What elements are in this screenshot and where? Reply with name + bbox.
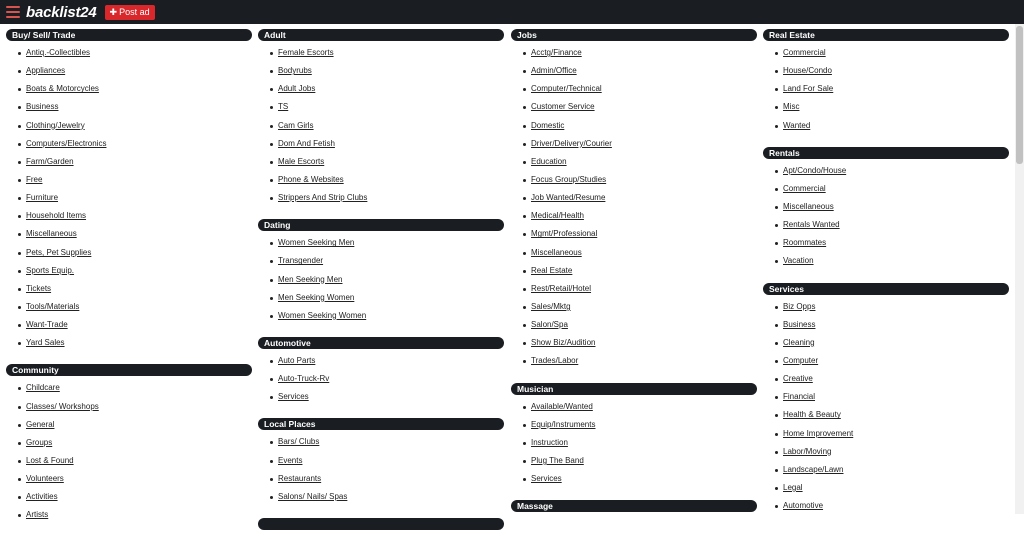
subcategory-link[interactable]: Commercial — [783, 183, 826, 193]
category-header-buy-sell-trade[interactable]: Buy/ Sell/ Trade — [6, 29, 252, 41]
category-header-massage[interactable]: Massage — [511, 500, 757, 512]
subcategory-link[interactable]: Miscellaneous — [783, 201, 834, 211]
list-item — [6, 419, 252, 437]
list-item — [511, 473, 757, 491]
list-item — [258, 120, 504, 138]
subcategory-link[interactable]: Roommates — [783, 238, 827, 248]
list-item — [258, 237, 504, 255]
list-item — [763, 255, 1009, 273]
category-list-adult — [258, 47, 504, 210]
list-item — [258, 436, 504, 454]
list-item — [6, 337, 252, 355]
subcategory-link[interactable]: Tools/Materials — [26, 301, 80, 311]
list-item — [763, 101, 1009, 119]
subcategory-link[interactable]: Mgmt/Professional — [531, 229, 598, 239]
category-column-1 — [6, 29, 252, 537]
list-item — [763, 47, 1009, 65]
list-item — [763, 337, 1009, 355]
subcategory-link[interactable]: Transgender — [278, 256, 324, 266]
list-item — [511, 247, 757, 265]
list-item — [258, 455, 504, 473]
subcategory-link[interactable]: Instruction — [531, 437, 568, 447]
subcategory-link[interactable]: Automotive — [783, 501, 824, 511]
subcategory-link[interactable]: Business — [783, 319, 816, 329]
list-item — [763, 183, 1009, 201]
category-list-automotive — [258, 355, 504, 409]
list-item — [511, 355, 757, 373]
list-item — [511, 156, 757, 174]
subcategory-link[interactable]: Computer/Technical — [531, 84, 602, 94]
subcategory-link[interactable]: Yard Sales — [26, 338, 65, 348]
subcategory-link[interactable]: Dom And Fetish — [278, 138, 335, 148]
list-item — [511, 265, 757, 283]
category-column-4 — [763, 29, 1009, 527]
subcategory-link[interactable]: Salon/Spa — [531, 320, 568, 330]
subcategory-link[interactable]: Classes/ Workshops — [26, 401, 99, 411]
subcategory-link[interactable]: Focus Group/Studies — [531, 174, 607, 184]
subcategory-link[interactable]: Apt/Condo/House — [783, 165, 847, 175]
subcategory-link[interactable]: Rentals Wanted — [783, 220, 840, 230]
list-item — [511, 192, 757, 210]
subcategory-link[interactable]: Men Seeking Women — [278, 292, 355, 302]
list-item — [763, 391, 1009, 409]
list-item — [6, 382, 252, 400]
subcategory-link[interactable]: Computer — [783, 355, 819, 365]
list-item — [6, 228, 252, 246]
site-logo[interactable]: backlist24 — [26, 3, 97, 21]
list-item — [6, 247, 252, 265]
subcategory-link[interactable]: Cam Girls — [278, 120, 314, 130]
list-item — [258, 310, 504, 328]
category-header-blank[interactable] — [258, 518, 504, 530]
list-item — [763, 219, 1009, 237]
subcategory-link[interactable]: Health & Beauty — [783, 410, 841, 420]
subcategory-link[interactable]: Adult Jobs — [278, 84, 316, 94]
list-item — [763, 355, 1009, 373]
list-item — [258, 192, 504, 210]
post-ad-button[interactable] — [105, 5, 155, 20]
subcategory-link[interactable]: Show Biz/Audition — [531, 338, 596, 348]
category-list-dating — [258, 237, 504, 328]
subcategory-link[interactable]: Business — [26, 102, 59, 112]
subcategory-link[interactable]: Want-Trade — [26, 320, 68, 330]
category-list-musician — [511, 401, 757, 492]
subcategory-link[interactable]: Acctg/Finance — [531, 48, 582, 57]
category-header-community[interactable]: Community — [6, 364, 252, 376]
list-item — [6, 192, 252, 210]
subcategory-link[interactable]: Home Improvement — [783, 428, 854, 438]
list-item — [6, 101, 252, 119]
subcategory-link[interactable]: Computers/Electronics — [26, 138, 107, 148]
subcategory-link[interactable]: Legal — [783, 482, 803, 492]
list-item — [6, 401, 252, 419]
category-header-local-places[interactable]: Local Places — [258, 418, 504, 430]
category-header-real-estate[interactable]: Real Estate — [763, 29, 1009, 41]
subcategory-link[interactable]: Plug The Band — [531, 455, 584, 465]
subcategory-link[interactable]: Misc — [783, 102, 800, 112]
subcategory-link[interactable]: Bars/ Clubs — [278, 437, 320, 447]
subcategory-link[interactable]: Education — [531, 156, 567, 166]
category-list-rentals — [763, 165, 1009, 274]
list-item — [511, 319, 757, 337]
list-item — [6, 319, 252, 337]
list-item — [258, 138, 504, 156]
list-item — [763, 464, 1009, 482]
list-item — [6, 83, 252, 101]
list-item — [511, 401, 757, 419]
list-item — [511, 419, 757, 437]
subcategory-link[interactable]: Equip/Instruments — [531, 419, 596, 429]
category-list-jobs — [511, 47, 757, 374]
menu-icon[interactable] — [6, 6, 20, 18]
subcategory-link[interactable]: Appliances — [26, 66, 66, 76]
list-item — [511, 283, 757, 301]
subcategory-link[interactable]: Medical/Health — [531, 211, 584, 221]
subcategory-link[interactable]: Rest/Retail/Hotel — [531, 283, 592, 293]
list-item — [6, 437, 252, 455]
subcategory-link[interactable]: Volunteers — [26, 474, 64, 484]
list-item — [6, 210, 252, 228]
scrollbar-thumb[interactable] — [1016, 26, 1023, 164]
subcategory-link[interactable]: Vacation — [783, 256, 814, 266]
subcategory-link[interactable]: Pets, Pet Supplies — [26, 247, 92, 257]
subcategory-link[interactable]: Labor/Moving — [783, 446, 832, 456]
list-item — [763, 409, 1009, 427]
list-item — [511, 228, 757, 246]
list-item — [763, 428, 1009, 446]
subcategory-link[interactable]: Admin/Office — [531, 66, 577, 76]
list-item — [763, 301, 1009, 319]
category-header-jobs[interactable]: Jobs — [511, 29, 757, 41]
list-item — [258, 83, 504, 101]
subcategory-link[interactable]: Childcare — [26, 383, 60, 393]
category-column-3 — [511, 29, 757, 521]
list-item — [6, 283, 252, 301]
category-list-real-estate — [763, 47, 1009, 138]
subcategory-link[interactable]: Restaurants — [278, 473, 322, 483]
list-item — [763, 446, 1009, 464]
subcategory-link[interactable]: Groups — [26, 437, 53, 447]
list-item — [511, 138, 757, 156]
list-item — [258, 355, 504, 373]
subcategory-link[interactable]: Creative — [783, 374, 813, 384]
category-header-services[interactable]: Services — [763, 283, 1009, 295]
page-scrollbar[interactable] — [1015, 24, 1024, 514]
subcategory-link[interactable]: Landscape/Lawn — [783, 464, 844, 474]
list-item — [6, 138, 252, 156]
category-list-local-places — [258, 436, 504, 509]
subcategory-link[interactable]: Auto Parts — [278, 355, 316, 365]
category-column-2 — [258, 29, 504, 539]
list-item — [258, 473, 504, 491]
category-header-dating[interactable]: Dating — [258, 219, 504, 231]
category-header-adult[interactable]: Adult — [258, 29, 504, 41]
subcategory-link[interactable]: Household Items — [26, 211, 87, 221]
category-header-musician[interactable]: Musician — [511, 383, 757, 395]
list-item — [6, 65, 252, 83]
subcategory-link[interactable]: Customer Service — [531, 102, 595, 112]
category-list-services — [763, 301, 1009, 519]
list-item — [258, 274, 504, 292]
list-item — [258, 255, 504, 273]
list-item — [6, 509, 252, 527]
list-item — [511, 47, 757, 65]
list-item — [763, 500, 1009, 518]
list-item — [511, 337, 757, 355]
list-item — [511, 210, 757, 228]
list-item — [258, 65, 504, 83]
subcategory-link[interactable]: Free — [26, 174, 43, 184]
subcategory-link[interactable]: Trades/Labor — [531, 356, 579, 366]
subcategory-link[interactable]: Wanted — [783, 120, 811, 130]
subcategory-link[interactable]: Tickets — [26, 283, 52, 293]
subcategory-link[interactable]: Miscellaneous — [531, 247, 582, 257]
list-item — [763, 319, 1009, 337]
list-item — [6, 301, 252, 319]
subcategory-link[interactable]: Services — [531, 474, 562, 484]
subcategory-link[interactable]: Real Estate — [531, 265, 573, 275]
subcategory-link[interactable]: Driver/Delivery/Courier — [531, 138, 612, 148]
category-list-community — [6, 382, 252, 527]
list-item — [258, 373, 504, 391]
plus-icon: ✚ — [109, 6, 118, 17]
subcategory-link[interactable]: Clothing/Jewelry — [26, 120, 85, 130]
subcategory-link[interactable]: Furniture — [26, 193, 59, 203]
list-item — [763, 65, 1009, 83]
subcategory-link[interactable]: Financial — [783, 392, 816, 402]
list-item — [6, 265, 252, 283]
subcategory-link[interactable]: House/Condo — [783, 66, 832, 76]
list-item — [6, 473, 252, 491]
subcategory-link[interactable]: Commercial — [783, 48, 826, 57]
subcategory-link[interactable]: Women Seeking Men — [278, 238, 355, 248]
list-item — [763, 201, 1009, 219]
post-ad-label: Post ad — [119, 7, 150, 17]
subcategory-link[interactable]: Farm/Garden — [26, 156, 74, 166]
subcategory-link[interactable]: Domestic — [531, 120, 565, 130]
list-item — [6, 47, 252, 65]
list-item — [511, 83, 757, 101]
list-item — [6, 455, 252, 473]
subcategory-link[interactable]: Antiq.-Collectibles — [26, 48, 91, 57]
list-item — [763, 165, 1009, 183]
list-item — [258, 292, 504, 310]
list-item — [763, 120, 1009, 138]
subcategory-link[interactable]: Sales/Mktg — [531, 301, 571, 311]
subcategory-link[interactable]: Job Wanted/Resume — [531, 193, 606, 203]
list-item — [763, 373, 1009, 391]
list-item — [258, 491, 504, 509]
list-item — [258, 156, 504, 174]
list-item — [763, 237, 1009, 255]
list-item — [763, 83, 1009, 101]
subcategory-link[interactable]: Auto-Truck-Rv — [278, 374, 330, 384]
subcategory-link[interactable]: Cleaning — [783, 337, 815, 347]
subcategory-link[interactable]: Available/Wanted — [531, 401, 593, 411]
subcategory-link[interactable]: Strippers And Strip Clubs — [278, 193, 368, 203]
list-item — [258, 47, 504, 65]
subcategory-link[interactable]: Services — [278, 392, 309, 402]
list-item — [258, 391, 504, 409]
subcategory-link[interactable]: Biz Opps — [783, 301, 816, 311]
subcategory-link[interactable]: Salons/ Nails/ Spas — [278, 491, 348, 501]
list-item — [258, 174, 504, 192]
subcategory-link[interactable]: Women Seeking Women — [278, 310, 367, 320]
list-item — [511, 65, 757, 83]
subcategory-link[interactable]: General — [26, 419, 55, 429]
category-header-rentals[interactable]: Rentals — [763, 147, 1009, 159]
top-bar — [0, 0, 1024, 24]
list-item — [511, 437, 757, 455]
subcategory-link[interactable]: Female Escorts — [278, 48, 334, 57]
list-item — [511, 120, 757, 138]
subcategory-link[interactable]: Artists — [26, 510, 49, 520]
subcategory-link[interactable]: Boats & Motorcycles — [26, 84, 99, 94]
subcategory-link[interactable]: Male Escorts — [278, 156, 325, 166]
subcategory-link[interactable]: Events — [278, 455, 303, 465]
list-item — [258, 101, 504, 119]
list-item — [6, 120, 252, 138]
subcategory-link[interactable]: Land For Sale — [783, 84, 834, 94]
subcategory-link[interactable]: Miscellaneous — [26, 229, 77, 239]
list-item — [6, 174, 252, 192]
category-header-automotive[interactable]: Automotive — [258, 337, 504, 349]
list-item — [511, 455, 757, 473]
list-item — [6, 156, 252, 174]
subcategory-link[interactable]: Activities — [26, 492, 58, 502]
subcategory-link[interactable]: TS — [278, 102, 289, 112]
list-item — [511, 301, 757, 319]
list-item — [6, 491, 252, 509]
list-item — [511, 101, 757, 119]
subcategory-link[interactable]: Sports Equip. — [26, 265, 75, 275]
subcategory-link[interactable]: Men Seeking Men — [278, 274, 343, 284]
list-item — [511, 174, 757, 192]
subcategory-link[interactable]: Bodyrubs — [278, 66, 312, 76]
category-list-buy-sell-trade — [6, 47, 252, 355]
list-item — [763, 482, 1009, 500]
subcategory-link[interactable]: Lost & Found — [26, 455, 74, 465]
subcategory-link[interactable]: Phone & Websites — [278, 174, 344, 184]
